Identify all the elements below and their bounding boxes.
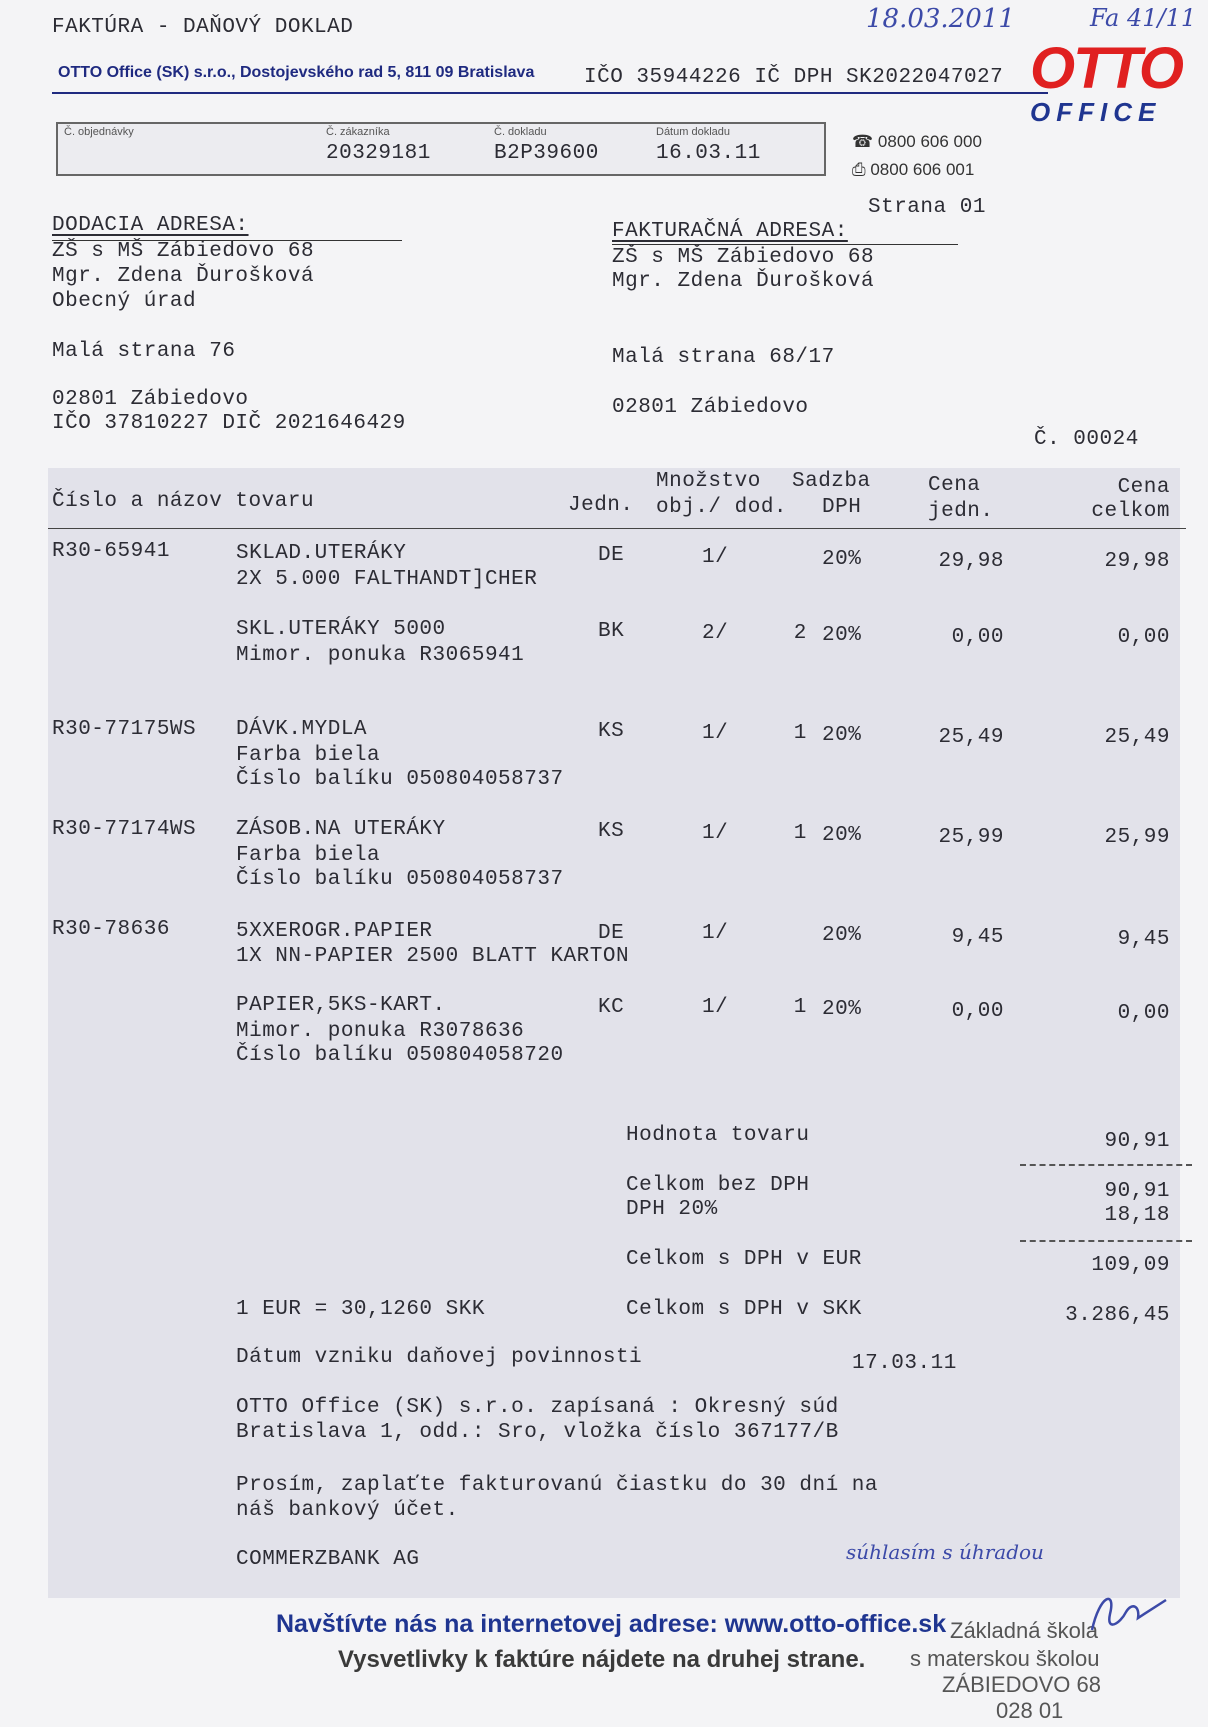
- vat-label: DPH 20%: [626, 1198, 718, 1221]
- item-name: ZÁSOB.NA UTERÁKY: [236, 818, 446, 841]
- delivery-street: Malá strana 76: [52, 340, 236, 363]
- page-number: Strana 01: [868, 196, 986, 219]
- header-rule: [52, 92, 1048, 94]
- item-total: 25,49: [1104, 726, 1170, 749]
- item-name: DÁVK.MYDLA: [236, 718, 368, 741]
- item-total: 9,45: [1117, 928, 1170, 951]
- item-detail: Farba biela: [236, 744, 381, 767]
- logo-otto-word: OTTO: [1030, 36, 1183, 101]
- item-unit: BK: [598, 620, 625, 643]
- billing-line-2: Mgr. Zdena Ďurošková: [612, 270, 875, 293]
- item-unit: KS: [598, 720, 625, 743]
- stamp-line-2: s materskou školou: [910, 1646, 1100, 1671]
- item-detail: 1X NN-PAPIER 2500 BLATT KARTON: [236, 945, 630, 968]
- document-date: 16.03.11: [656, 142, 761, 165]
- delivery-line-3: Obecný úrad: [52, 290, 197, 313]
- stamp-line-3: ZÁBIEDOVO 68: [942, 1672, 1101, 1697]
- stamp-line-1: Základná škola: [950, 1618, 1098, 1643]
- totals-dashed-rule: [1020, 1164, 1192, 1166]
- billing-address-title: FAKTURAČNÁ ADRESA:: [612, 220, 848, 243]
- item-unit-price: 0,00: [951, 1000, 1004, 1023]
- billing-line-1: ZŠ s MŠ Zábiedovo 68: [612, 246, 875, 269]
- item-vat: 20%: [822, 548, 862, 571]
- item-unit: DE: [598, 544, 625, 567]
- item-total: 0,00: [1117, 626, 1170, 649]
- item-name: SKL.UTERÁKY 5000: [236, 618, 446, 641]
- item-detail: Číslo balíku 050804058737: [236, 768, 564, 791]
- document-type: FAKTÚRA - DAŇOVÝ DOKLAD: [52, 16, 354, 39]
- table-header-rule: [48, 528, 1186, 529]
- document-number: B2P39600: [494, 142, 599, 165]
- gross-skk: 3.286,45: [1065, 1304, 1170, 1327]
- item-unit-price: 29,98: [938, 550, 1004, 573]
- item-vat: 20%: [822, 924, 862, 947]
- item-qty: 1/ 1: [702, 722, 807, 745]
- logo-office-word: OFFICE: [1030, 97, 1162, 127]
- payment-note-line-1: Prosím, zaplaťte fakturovanú čiastku do 30 dní na: [236, 1474, 879, 1497]
- item-unit-price: 25,49: [938, 726, 1004, 749]
- item-name: 5XXEROGR.PAPIER: [236, 920, 433, 943]
- goods-value: 90,91: [1104, 1130, 1170, 1153]
- totals-dashed-rule: [1020, 1240, 1192, 1242]
- fax-icon: ⎙: [852, 160, 871, 179]
- col-header-vat-2: DPH: [822, 496, 862, 519]
- otto-logo: [1030, 36, 1190, 130]
- document-number-label: Č. dokladu: [494, 126, 547, 138]
- item-vat: 20%: [822, 624, 862, 647]
- item-qty: 1/: [702, 546, 729, 569]
- item-vat: 20%: [822, 824, 862, 847]
- item-detail: Mimor. ponuka R3065941: [236, 644, 525, 667]
- item-detail: Mimor. ponuka R3078636: [236, 1020, 525, 1043]
- document-info-box: [56, 122, 826, 176]
- item-unit: KS: [598, 820, 625, 843]
- item-code: R30-65941: [52, 540, 170, 563]
- col-header-price-2: jedn.: [928, 500, 994, 523]
- delivery-line-1: ZŠ s MŠ Zábiedovo 68: [52, 240, 315, 263]
- customer-number-label: Č. zákazníka: [326, 126, 390, 138]
- handwritten-date: 18.03.2011: [866, 4, 1015, 34]
- item-unit: DE: [598, 922, 625, 945]
- stamp-line-4: 028 01: [996, 1698, 1064, 1723]
- col-header-total-1: Cena: [1117, 476, 1170, 499]
- handwritten-approval-note: súhlasím s úhradou: [846, 1540, 1044, 1564]
- item-code: R30-77175WS: [52, 718, 197, 741]
- delivery-ids: IČO 37810227 DIČ 2021646429: [52, 412, 406, 435]
- company-tax-ids: IČO 35944226 IČ DPH SK2022047027: [584, 66, 1004, 89]
- document-date-label: Dátum dokladu: [656, 126, 730, 138]
- item-detail: 2X 5.000 FALTHANDT]CHER: [236, 568, 538, 591]
- vat-amount: 18,18: [1104, 1204, 1170, 1227]
- net-total-label: Celkom bez DPH: [626, 1174, 810, 1197]
- item-total: 29,98: [1104, 550, 1170, 573]
- gross-eur-label: Celkom s DPH v EUR: [626, 1248, 862, 1271]
- item-unit: KC: [598, 996, 625, 1019]
- col-header-name: Číslo a názov tovaru: [52, 490, 315, 513]
- customer-number: 20329181: [326, 142, 431, 165]
- item-qty: 2/ 2: [702, 622, 807, 645]
- item-qty: 1/ 1: [702, 996, 807, 1019]
- item-name: PAPIER,5KS-KART.: [236, 994, 446, 1017]
- bank-name: COMMERZBANK AG: [236, 1548, 420, 1571]
- item-code: R30-77174WS: [52, 818, 197, 841]
- item-qty: 1/: [702, 922, 729, 945]
- net-total: 90,91: [1104, 1180, 1170, 1203]
- item-qty: 1/ 1: [702, 822, 807, 845]
- goods-value-label: Hodnota tovaru: [626, 1124, 810, 1147]
- col-header-qty-2: obj./ dod.: [656, 496, 788, 519]
- col-header-qty-1: Množstvo: [656, 470, 761, 493]
- item-total: 0,00: [1117, 1002, 1170, 1025]
- item-detail: Farba biela: [236, 844, 381, 867]
- order-number-label: Č. objednávky: [64, 126, 134, 138]
- gross-eur: 109,09: [1091, 1254, 1170, 1277]
- footer-website: Navštívte nás na internetovej adrese: www.otto-office.sk: [276, 1610, 947, 1638]
- payment-note-line-2: náš bankový účet.: [236, 1499, 459, 1522]
- col-header-price-1: Cena: [928, 474, 981, 497]
- phone-contact: [852, 132, 982, 152]
- gross-skk-label: Celkom s DPH v SKK: [626, 1298, 862, 1321]
- billing-title-rule: [612, 244, 958, 245]
- tax-date-label: Dátum vzniku daňovej povinnosti: [236, 1346, 643, 1369]
- item-detail: Číslo balíku 050804058737: [236, 868, 564, 891]
- footer-note: Vysvetlivky k faktúre nájdete na druhej strane.: [338, 1646, 866, 1673]
- item-detail: Číslo balíku 050804058720: [236, 1044, 564, 1067]
- col-header-unit: Jedn.: [568, 494, 634, 517]
- register-line-1: OTTO Office (SK) s.r.o. zapísaná : Okresný súd: [236, 1396, 839, 1419]
- company-line: OTTO Office (SK) s.r.o., Dostojevského rad 5, 811 09 Bratislava: [58, 64, 535, 81]
- handwritten-reference: Fa 41/11: [1090, 4, 1197, 32]
- tax-date: 17.03.11: [852, 1352, 957, 1375]
- phone-number: 0800 606 000: [877, 132, 982, 151]
- register-line-2: Bratislava 1, odd.: Sro, vložka číslo 367177/B: [236, 1421, 839, 1444]
- billing-street: Malá strana 68/17: [612, 346, 835, 369]
- invoice-number: Č. 00024: [1034, 428, 1139, 451]
- fax-contact: [852, 160, 974, 180]
- item-unit-price: 25,99: [938, 826, 1004, 849]
- delivery-address-title: DODACIA ADRESA:: [52, 214, 249, 237]
- item-name: SKLAD.UTERÁKY: [236, 542, 407, 565]
- phone-icon: ☎: [852, 132, 878, 151]
- item-unit-price: 0,00: [951, 626, 1004, 649]
- exchange-rate: 1 EUR = 30,1260 SKK: [236, 1298, 485, 1321]
- fax-number: 0800 606 001: [870, 160, 975, 179]
- delivery-line-2: Mgr. Zdena Ďurošková: [52, 265, 315, 288]
- signature-mark: [1080, 1584, 1170, 1654]
- col-header-vat-1: Sadzba: [792, 470, 871, 493]
- item-vat: 20%: [822, 998, 862, 1021]
- item-total: 25,99: [1104, 826, 1170, 849]
- billing-city: 02801 Zábiedovo: [612, 396, 809, 419]
- delivery-city: 02801 Zábiedovo: [52, 388, 249, 411]
- item-vat: 20%: [822, 724, 862, 747]
- col-header-total-2: celkom: [1091, 500, 1170, 523]
- item-unit-price: 9,45: [951, 926, 1004, 949]
- item-code: R30-78636: [52, 918, 170, 941]
